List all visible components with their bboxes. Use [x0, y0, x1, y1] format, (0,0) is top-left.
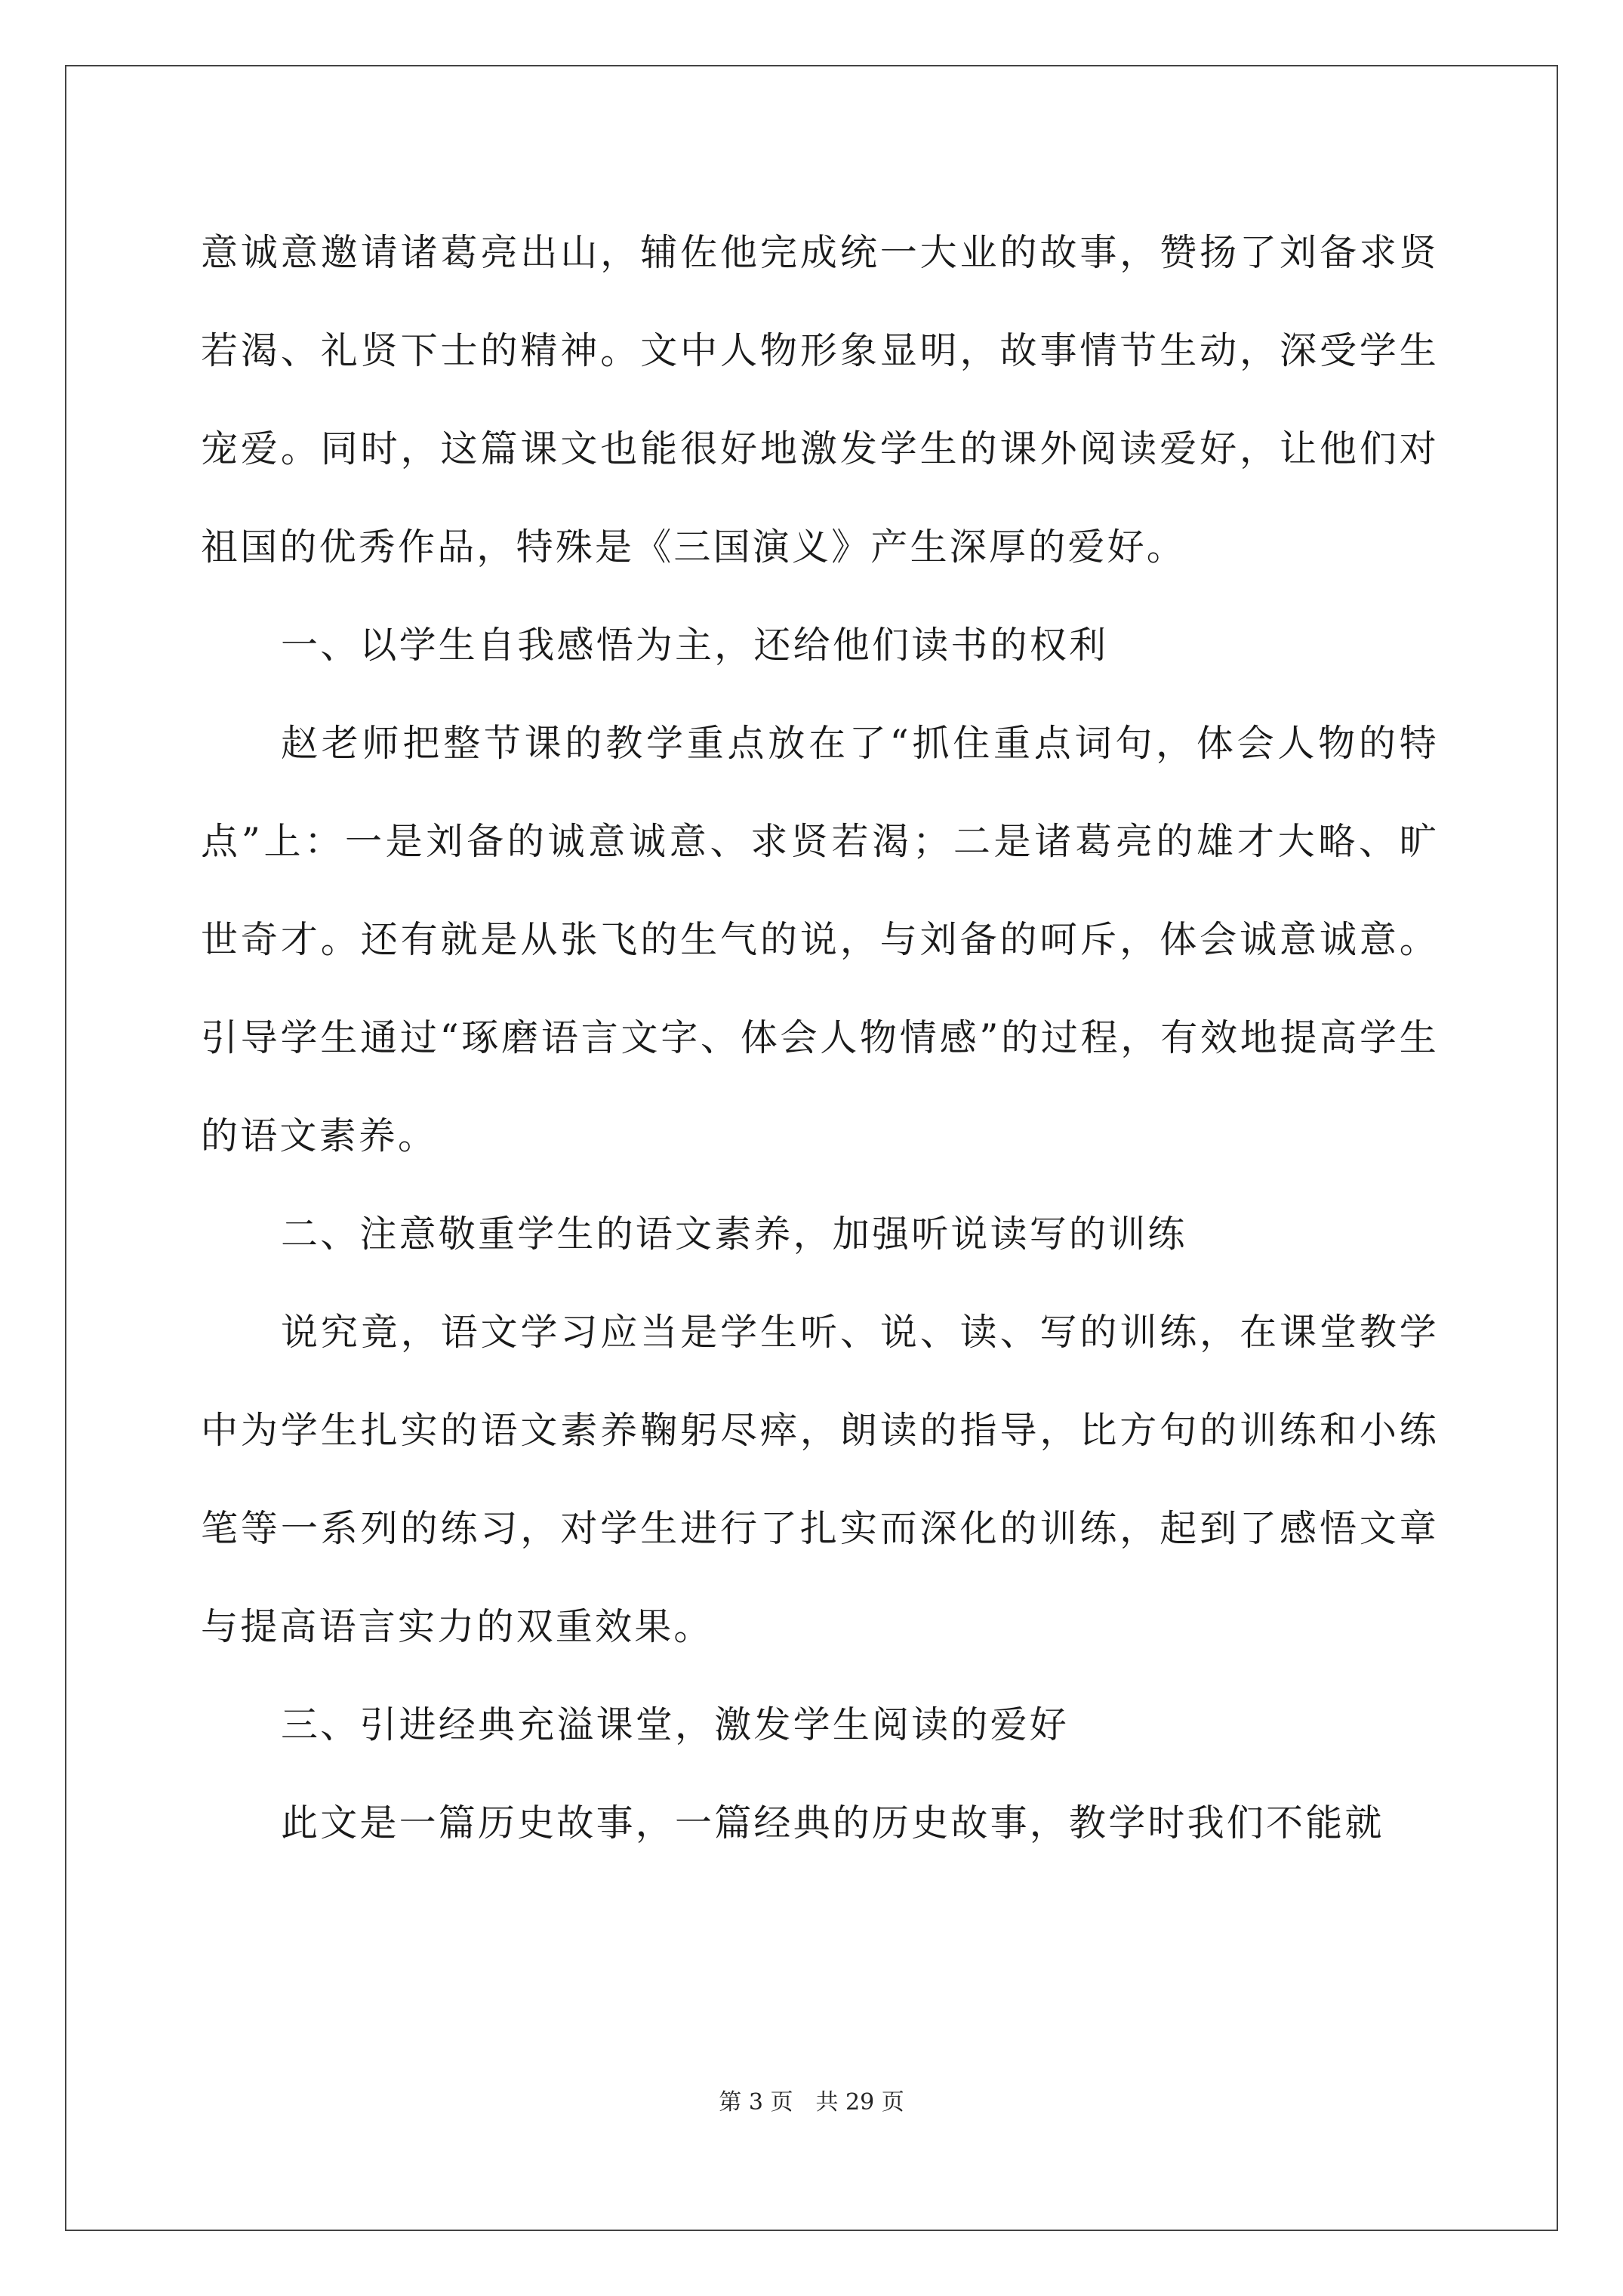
- paragraph-1: 意诚意邀请诸葛亮出山，辅佐他完成统一大业的故事，赞扬了刘备求贤若渴、礼贤下士的精神。文中人物形象显明，故事情节生动，深受学生宠爱。同时，这篇课文也能很好地激发学生的课外阅读爱好，让他们对祖国的优秀作品，特殊是《三国演义》产生深厚的爱好。: [201, 231, 1439, 569]
- paragraph-2: 赵老师把整节课的教学重点放在了“抓住重点词句，体会人物的特点”上：一是刘备的诚意诚意、求贤若渴；二是诸葛亮的雄才大略、旷世奇才。还有就是从张飞的生气的说，与刘备的呵斥，体会诚意诚意。引导学生通过“琢磨语言文字、体会人物情感”的过程，有效地提高学生的语文素养。: [201, 722, 1439, 1157]
- paragraph-4: 此文是一篇历史故事，一篇经典的历史故事，教学时我们不能就: [281, 1801, 1384, 1845]
- section-heading-1: 一、以学生自我感悟为主，还给他们读书的权利: [281, 624, 1109, 667]
- paragraph-3: 说究竟，语文学习应当是学生听、说、读、写的训练，在课堂教学中为学生扎实的语文素养鞠躬尽瘁，朗读的指导，比方句的训练和小练笔等一系列的练习，对学生进行了扎实而深化的训练，起到了感悟文章与提高语言实力的双重效果。: [201, 1311, 1439, 1648]
- section-heading-3: 三、引进经典充溢课堂，激发学生阅读的爱好: [281, 1703, 1070, 1746]
- document-body: [201, 204, 1439, 1872]
- page-number-footer: 第 3 页 共 29 页: [719, 2089, 904, 2116]
- section-heading-2: 二、注意敬重学生的语文素养，加强听说读写的训练: [281, 1213, 1187, 1256]
